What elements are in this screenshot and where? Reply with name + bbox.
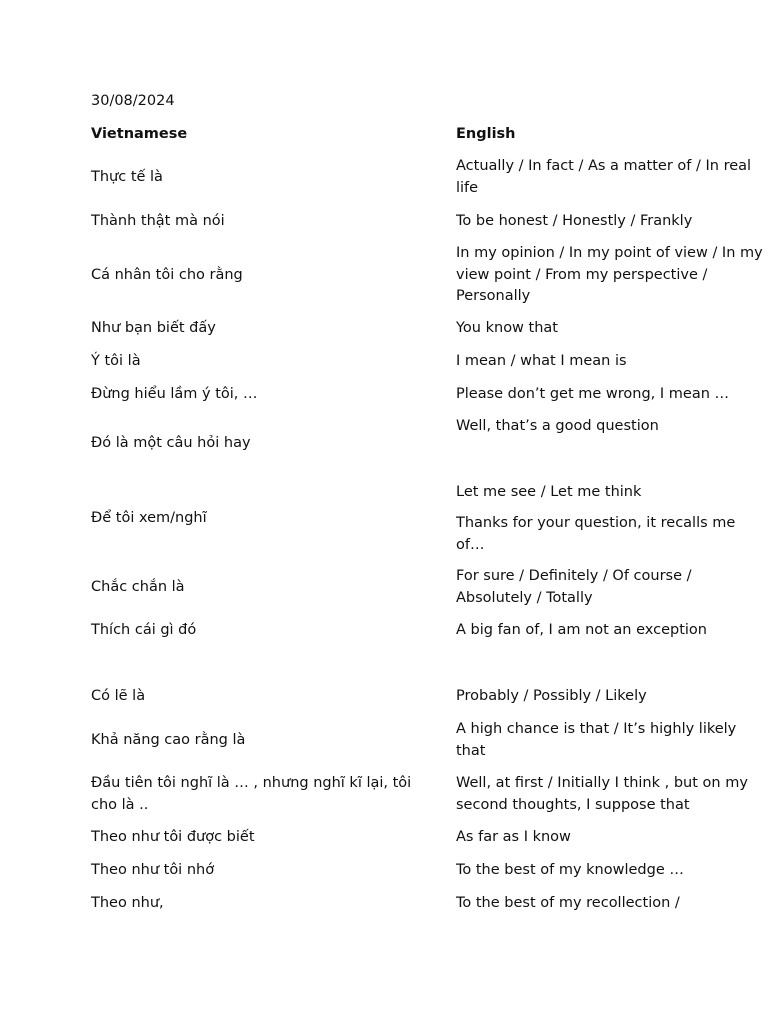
english-phrase: Please don’t get me wrong, I mean … — [456, 386, 730, 402]
vietnamese-phrase: Ý tôi là — [91, 353, 141, 369]
vietnamese-phrase: Theo như tôi được biết — [91, 829, 255, 845]
english-phrase: For sure / Definitely / Of course / Absolutely / Totally — [456, 568, 692, 606]
vietnamese-phrase: Như bạn biết đấy — [91, 320, 216, 336]
vietnamese-phrase: Có lẽ là — [91, 688, 146, 704]
english-phrase-secondary: Thanks for your question, it recalls me of… — [456, 515, 736, 553]
vietnamese-phrase: Để tôi xem/nghĩ — [91, 510, 207, 526]
english-phrase: To the best of my knowledge … — [456, 862, 684, 878]
header-vietnamese: Vietnamese — [91, 126, 188, 142]
english-phrase: Let me see / Let me think — [456, 484, 642, 500]
vietnamese-phrase: Thích cái gì đó — [91, 622, 197, 638]
vietnamese-phrase: Cá nhân tôi cho rằng — [91, 267, 243, 283]
vietnamese-phrase: Đó là một câu hỏi hay — [91, 435, 251, 451]
vietnamese-phrase: Khả năng cao rằng là — [91, 732, 246, 748]
english-phrase: To be honest / Honestly / Frankly — [456, 213, 693, 229]
english-phrase: As far as I know — [456, 829, 571, 845]
vietnamese-phrase: Thực tế là — [91, 169, 163, 185]
vietnamese-phrase: Đừng hiểu lầm ý tôi, … — [91, 386, 258, 402]
english-phrase: A big fan of, I am not an exception — [456, 622, 707, 638]
document-date: 30/08/2024 — [91, 93, 175, 109]
english-phrase: To the best of my recollection / — [456, 895, 680, 911]
header-english: English — [456, 126, 516, 142]
english-phrase: A high chance is that / It’s highly likely that — [456, 721, 737, 759]
vietnamese-phrase: Thành thật mà nói — [91, 213, 225, 229]
vietnamese-phrase: Đầu tiên tôi nghĩ là … , nhưng nghĩ kĩ lại, tôi cho là .. — [91, 775, 412, 813]
english-phrase: In my opinion / In my point of view / In my view point / From my perspective / Personally — [456, 245, 763, 304]
english-phrase: You know that — [456, 320, 558, 336]
english-phrase: Well, at first / Initially I think , but on my second thoughts, I suppose that — [456, 775, 748, 813]
vietnamese-phrase: Chắc chắn là — [91, 579, 185, 595]
vietnamese-phrase: Theo như, — [91, 895, 164, 911]
english-phrase: Well, that’s a good question — [456, 418, 659, 434]
english-phrase: I mean / what I mean is — [456, 353, 627, 369]
vietnamese-phrase: Theo như tôi nhớ — [91, 862, 215, 878]
english-phrase: Actually / In fact / As a matter of / In real life — [456, 158, 752, 196]
english-phrase: Probably / Possibly / Likely — [456, 688, 647, 704]
